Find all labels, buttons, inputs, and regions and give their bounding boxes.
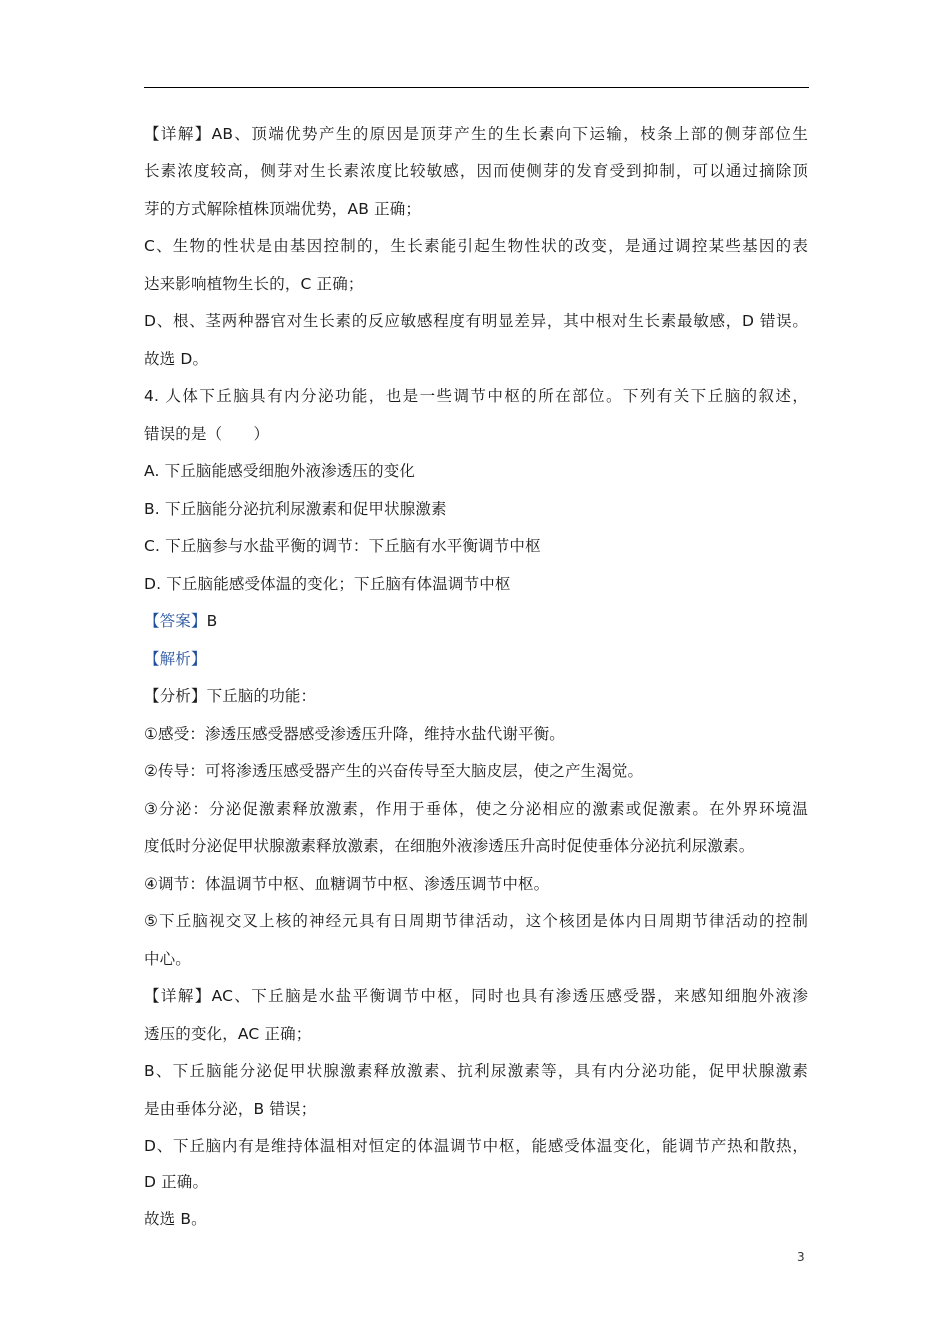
text-line: 是由垂体分泌，B 错误； bbox=[144, 1100, 317, 1118]
text-line: D、下丘脑内有是维持体温相对恒定的体温调节中枢，能感受体温变化，能调节产热和散热， bbox=[144, 1137, 808, 1155]
option-a: A. 下丘脑能感受细胞外液渗透压的变化 bbox=[144, 462, 416, 480]
text-line: 达来影响植物生长的，C 正确； bbox=[144, 275, 364, 293]
question-stem: 错误的是（ ） bbox=[144, 425, 270, 443]
text-line: 长素浓度较高，侧芽对生长素浓度比较敏感，因而使侧芽的发育受到抑制，可以通过摘除顶 bbox=[144, 162, 808, 180]
text-line: 透压的变化，AC 正确； bbox=[144, 1025, 312, 1043]
answer-line bbox=[144, 611, 814, 631]
page-number: 3 bbox=[797, 1250, 805, 1264]
text-line: 中心。 bbox=[144, 950, 191, 968]
answer-label: 【答案】 bbox=[144, 612, 207, 630]
text-line: D 正确。 bbox=[144, 1173, 209, 1191]
text-line: 故选 D。 bbox=[144, 350, 209, 368]
text-line: 【分析】下丘脑的功能： bbox=[144, 687, 317, 705]
text-line: ④调节：体温调节中枢、血糖调节中枢、渗透压调节中枢。 bbox=[144, 875, 550, 893]
text-line: D、根、茎两种器官对生长素的反应敏感程度有明显差异，其中根对生长素最敏感，D 错误。 bbox=[144, 312, 808, 330]
answer-value: B bbox=[206, 612, 218, 630]
text-line: ③分泌：分泌促激素释放激素，作用于垂体，使之分泌相应的激素或促激素。在外界环境温 bbox=[144, 800, 808, 818]
question-stem: 4. 人体下丘脑具有内分泌功能，也是一些调节中枢的所在部位。下列有关下丘脑的叙述， bbox=[144, 387, 808, 405]
text-line: 芽的方式解除植株顶端优势，AB 正确； bbox=[144, 200, 422, 218]
text-line: 【详解】AB、顶端优势产生的原因是顶芽产生的生长素向下运输，枝条上部的侧芽部位生 bbox=[144, 125, 808, 143]
option-b: B. 下丘脑能分泌抗利尿激素和促甲状腺激素 bbox=[144, 500, 447, 518]
text-line: 【详解】AC、下丘脑是水盐平衡调节中枢，同时也具有渗透压感受器，来感知细胞外液渗 bbox=[144, 987, 808, 1005]
option-c: C. 下丘脑参与水盐平衡的调节：下丘脑有水平衡调节中枢 bbox=[144, 537, 541, 555]
text-line: B、下丘脑能分泌促甲状腺激素释放激素、抗利尿激素等，具有内分泌功能，促甲状腺激素 bbox=[144, 1062, 808, 1080]
text-line: ①感受：渗透压感受器感受渗透压升降，维持水盐代谢平衡。 bbox=[144, 725, 565, 743]
option-d: D. 下丘脑能感受体温的变化；下丘脑有体温调节中枢 bbox=[144, 575, 511, 593]
text-line: 度低时分泌促甲状腺激素释放激素，在细胞外液渗透压升高时促使垂体分泌抗利尿激素。 bbox=[144, 837, 755, 855]
text-line: ⑤下丘脑视交叉上核的神经元具有日周期节律活动，这个核团是体内日周期节律活动的控制 bbox=[144, 912, 808, 930]
text-line: ②传导：可将渗透压感受器产生的兴奋传导至大脑皮层，使之产生渴觉。 bbox=[144, 762, 644, 780]
text-line: C、生物的性状是由基因控制的，生长素能引起生物性状的改变，是通过调控某些基因的表 bbox=[144, 237, 808, 255]
header-rule bbox=[144, 87, 809, 88]
text-line: 故选 B。 bbox=[144, 1210, 207, 1228]
analysis-label: 【解析】 bbox=[144, 650, 207, 668]
